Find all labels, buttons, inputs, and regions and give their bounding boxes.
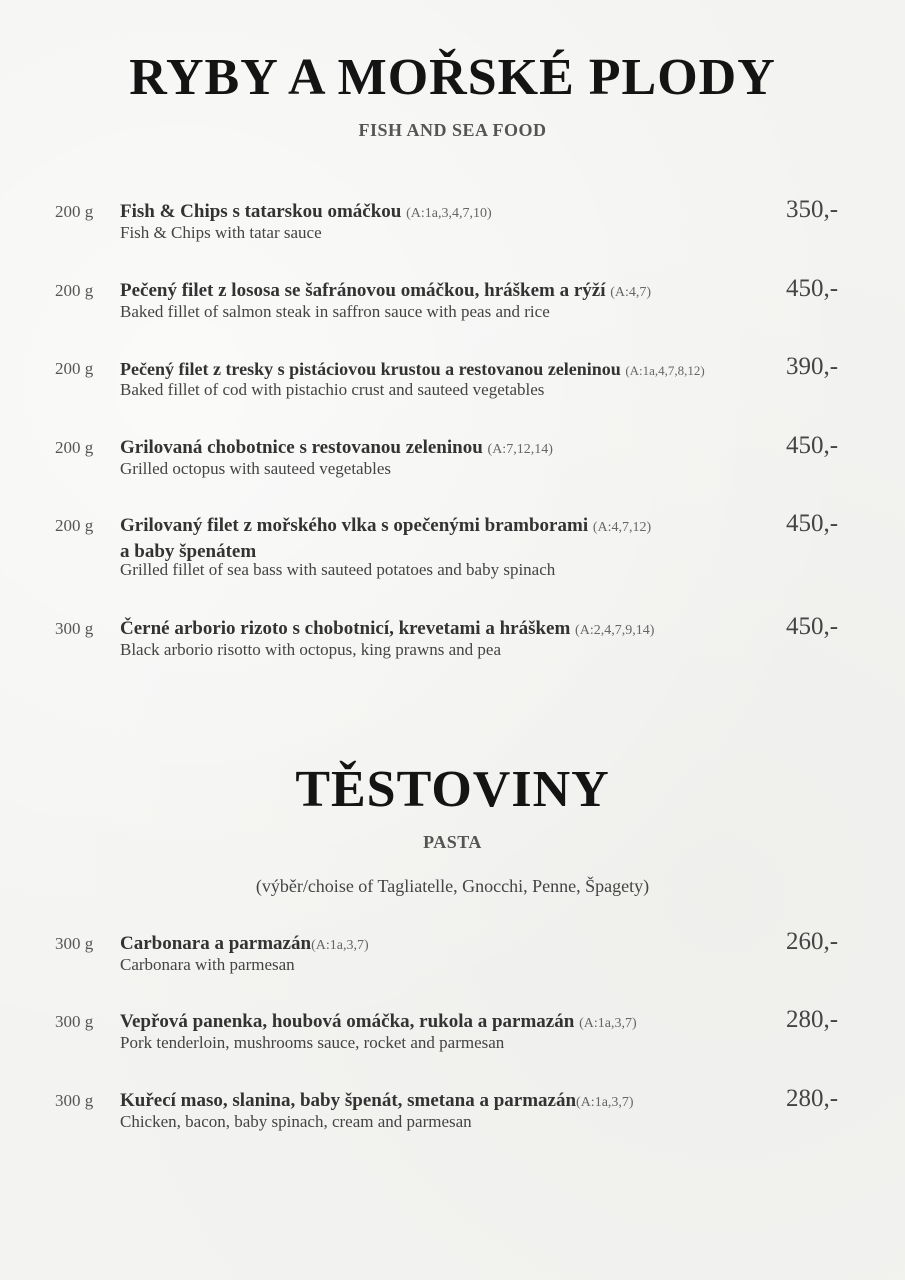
fish-section-title: RYBY A MOŘSKÉ PLODY (129, 49, 776, 106)
item-price: 450,- (786, 432, 839, 459)
item-description: Baked fillet of cod with pistachio crust and sauteed vegetables (120, 380, 545, 399)
item-name: Pečený filet z tresky s pistáciovou krustou a restovanou zeleninou (A:1a,4,7,8,12) (120, 359, 705, 379)
item-price: 280,- (786, 1085, 839, 1112)
pasta-section-title: TĚSTOVINY (295, 761, 610, 818)
item-description: Black arborio risotto with octopus, king prawns and pea (120, 640, 502, 659)
item-allergens: (A:1a,3,7) (579, 1016, 637, 1031)
item-price: 450,- (786, 275, 839, 302)
item-price: 350,- (786, 196, 839, 223)
item-allergens: (A:1a,3,7) (311, 938, 369, 953)
item-allergens: (A:1a,4,7,8,12) (625, 363, 705, 378)
item-description: Grilled fillet of sea bass with sauteed potatoes and baby spinach (120, 560, 556, 579)
item-weight: 200 g (55, 438, 94, 457)
item-name: Grilovaná chobotnice s restovanou zeleninou (A:7,12,14) (120, 437, 553, 458)
item-weight: 300 g (55, 1012, 94, 1031)
item-price: 280,- (786, 1006, 839, 1033)
item-allergens: (A:1a,3,4,7,10) (406, 206, 492, 221)
item-name: Pečený filet z lososa se šafránovou omáčkou, hráškem a rýží (A:4,7) (120, 280, 652, 301)
item-description: Pork tenderloin, mushrooms sauce, rocket and parmesan (120, 1033, 505, 1052)
item-price: 390,- (786, 353, 839, 380)
item-name: Grilovaný filet z mořského vlka s opečenými bramborami (A:4,7,12) a baby špenátem (120, 515, 652, 562)
item-allergens: (A:4,7,12) (592, 520, 652, 535)
item-description: Grilled octopus with sauteed vegetables (120, 459, 391, 478)
item-name: Carbonara a parmazán(A:1a,3,7) (120, 933, 369, 954)
item-allergens: (A:2,4,7,9,14) (575, 623, 655, 638)
item-allergens: (A:7,12,14) (487, 442, 553, 457)
item-name: Vepřová panenka, houbová omáčka, rukola a parmazán (A:1a,3,7) (120, 1011, 637, 1032)
item-description: Fish & Chips with tatar sauce (120, 223, 322, 242)
item-allergens: (A:1a,3,7) (576, 1095, 634, 1110)
item-weight: 300 g (55, 619, 94, 638)
pasta-choice-note: (výběr/choise of Tagliatelle, Gnocchi, Penne, Špagety) (255, 876, 650, 896)
item-name: Fish & Chips s tatarskou omáčkou (A:1a,3,4,7,10) (120, 201, 492, 222)
item-weight: 200 g (55, 281, 94, 300)
item-weight: 200 g (55, 516, 94, 535)
item-weight: 300 g (55, 934, 94, 953)
fish-section-subtitle: FISH AND SEA FOOD (358, 120, 547, 140)
item-price: 450,- (786, 613, 839, 640)
item-name-line2: a baby špenátem (120, 541, 257, 562)
item-price: 260,- (786, 928, 839, 955)
item-weight: 200 g (55, 202, 94, 221)
item-name: Kuřecí maso, slanina, baby špenát, smetana a parmazán(A:1a,3,7) (120, 1090, 634, 1111)
item-description: Baked fillet of salmon steak in saffron sauce with peas and rice (120, 302, 550, 321)
item-description: Carbonara with parmesan (120, 955, 295, 974)
pasta-section-subtitle: PASTA (423, 832, 482, 852)
item-description: Chicken, bacon, baby spinach, cream and parmesan (120, 1112, 472, 1131)
item-weight: 200 g (55, 359, 94, 378)
item-name: Černé arborio rizoto s chobotnicí, krevetami a hráškem (A:2,4,7,9,14) (120, 618, 655, 639)
item-price: 450,- (786, 510, 839, 537)
item-allergens: (A:4,7) (610, 285, 652, 300)
item-weight: 300 g (55, 1091, 94, 1110)
